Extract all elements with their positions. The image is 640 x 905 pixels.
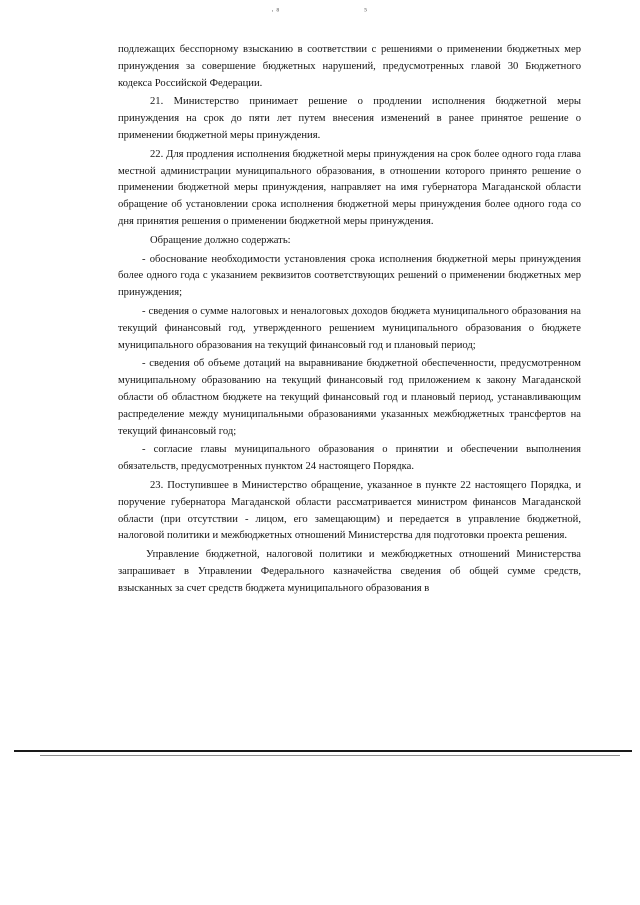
paragraph-item-22: 22. Для продления исполнения бюджетной меры принуждения на срок более одного года глава местной администрации муниципального образования, в отношении которого принято решение о применении бюджетной меры принуждения, направляет на имя губернатора Магаданской области обращение об установлении срока исполнения бюджетной меры принуждения более одного года со дня принятия решения о применении бюджетной меры принуждения.: [118, 148, 581, 227]
paragraph-item-21: 21. Министерство принимает решение о продлении исполнения бюджетной меры принуждения на срок до пяти лет путем внесения изменений в ранее принятое решение о применении бюджетной меры принуждения.: [118, 96, 581, 141]
page-bottom-rule: [14, 750, 632, 752]
paragraph-continuation: подлежащих бесспорному взысканию в соответствии с решениями о применении бюджетных мер принуждения за совершение бюджетных нарушений, предусмотренных главой 30 Бюджетного кодекса Российской Федерации.: [118, 44, 581, 89]
list-item-justification: - обоснование необходимости установления срока исполнения бюджетной меры принуждения более одного года с указанием реквизитов соответствующих решений о применении бюджетных мер принуждения;: [118, 253, 581, 299]
scan-mark-left: · ⁸: [271, 6, 280, 16]
paragraph-appeal-heading: Обращение должно содержать:: [150, 234, 291, 246]
list-item-consent: - согласие главы муниципального образования о принятии и обеспечении выполнения обязательств, предусмотренных пунктом 24 настоящего Порядка.: [118, 444, 581, 473]
list-item-revenue-info: - сведения о сумме налоговых и неналоговых доходов бюджета муниципального образования на текущий финансовый год, утвержденного решением муниципального образования о бюджете муниципального образования на текущий финансовый год и плановый период;: [118, 305, 581, 351]
page-bottom-shadow-rule: [40, 755, 620, 756]
list-item-subsidies-info: - сведения об объеме дотаций на выравнивание бюджетной обеспеченности, предусмотренном муниципальному образованию на текущий финансовый год приложением к закону Магаданской области об областном бюджете на текущий финансовый год и плановый период, устанавливающим распределение между муниципальными образованиями указанных межбюджетных трансфертов на текущий финансовый год;: [118, 358, 581, 437]
document-body: [118, 42, 581, 600]
paragraph-department-request: Управление бюджетной, налоговой политики и межбюджетных отношений Министерства запрашивает в Управлении Федерального казначейства сведения об общей сумме средств, взысканных за счет средств бюджета муниципального образования в: [118, 549, 581, 594]
paragraph-item-23: 23. Поступившее в Министерство обращение, указанное в пункте 22 настоящего Порядка, и поручение губернатора Магаданской области рассматривается министром финансов Магаданской области (при отсутствии - лицом, его замещающим) и передается в управление бюджетной, налоговой политики и межбюджетных отношений Министерства для подготовки проекта решения.: [118, 479, 581, 542]
scan-mark-right: ⁵: [364, 6, 368, 16]
header-scan-marks: [0, 6, 640, 20]
